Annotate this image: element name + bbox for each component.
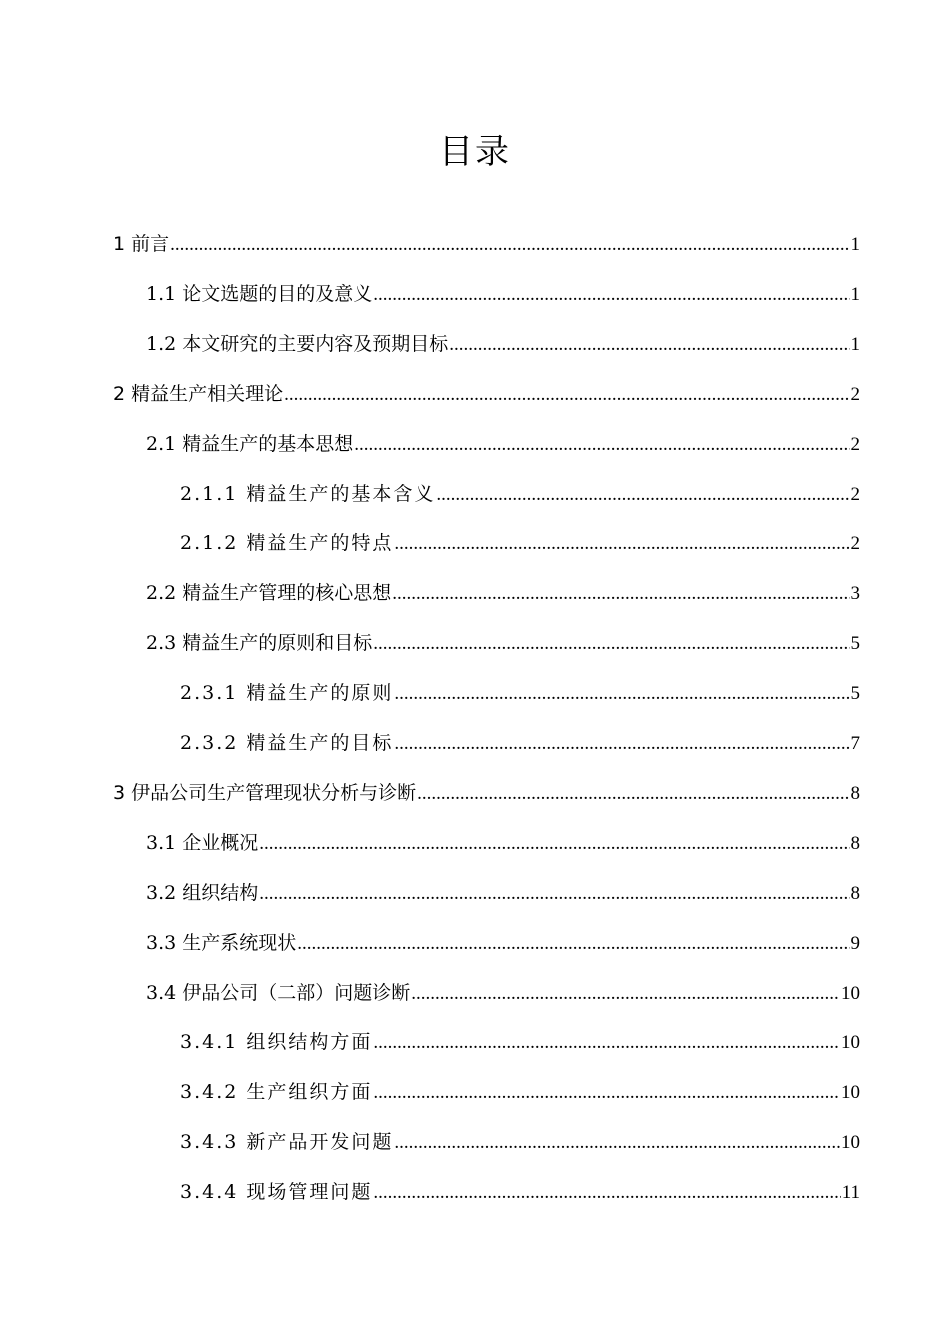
toc-entry[interactable] [146, 573, 860, 613]
toc-entry-title: 2.3 精益生产的原则和目标 [146, 632, 373, 655]
toc-dot-leader [394, 524, 849, 564]
toc-entry-title: 2.3.2 精益生产的目标 [180, 732, 394, 754]
toc-dot-leader [373, 275, 849, 315]
toc-entry-title: 2.3.1 精益生产的原则 [180, 682, 394, 705]
toc-dot-leader [354, 425, 849, 465]
toc-entry-page-number: 7 [850, 733, 860, 754]
toc-entry-title: 1 前言 [113, 233, 170, 255]
toc-dot-leader [392, 574, 849, 614]
toc-entry[interactable] [146, 324, 860, 364]
toc-entry-title: 3.4.3 新产品开发问题 [180, 1131, 394, 1154]
toc-entry[interactable] [113, 224, 860, 264]
toc-entry-page-number: 2 [850, 433, 860, 455]
toc-entry-page-number: 8 [850, 882, 860, 904]
toc-entry-page-number: 5 [850, 683, 860, 705]
toc-entry[interactable] [146, 923, 860, 963]
toc-dot-leader [170, 225, 849, 265]
toc-entry[interactable] [113, 773, 860, 813]
toc-entry-page-number: 2 [850, 533, 860, 555]
toc-title: 目录 [439, 132, 511, 172]
toc-entry-page-number: 10 [841, 1132, 860, 1154]
toc-entry[interactable] [180, 1072, 860, 1112]
toc-entry[interactable] [180, 474, 860, 514]
toc-entry-page-number: 9 [850, 932, 860, 954]
toc-entry-title: 3 伊品公司生产管理现状分析与诊断 [113, 781, 417, 804]
toc-entry[interactable] [146, 274, 860, 314]
toc-dot-leader [373, 1023, 840, 1063]
toc-entry-page-number: 1 [850, 283, 860, 305]
toc-dot-leader [297, 924, 849, 964]
toc-entry[interactable] [146, 424, 860, 464]
toc-dot-leader [394, 674, 849, 714]
toc-entry-page-number: 1 [850, 234, 860, 255]
toc-entry[interactable] [146, 623, 860, 663]
toc-entry-title: 3.4.4 现场管理问题 [180, 1181, 373, 1204]
toc-dot-leader [394, 724, 849, 764]
toc-entry-title: 2.1 精益生产的基本思想 [146, 432, 354, 455]
toc-entry-title: 2.1.2 精益生产的特点 [180, 532, 394, 555]
toc-entry[interactable] [113, 374, 860, 414]
toc-dot-leader [373, 1173, 840, 1213]
toc-dot-leader [259, 824, 849, 864]
toc-entry-title: 3.4.2 生产组织方面 [180, 1081, 373, 1104]
toc-entry-title: 3.4 伊品公司（二部）问题诊断 [146, 981, 411, 1004]
toc-entry[interactable] [180, 1122, 860, 1162]
toc-dot-leader [417, 774, 849, 814]
toc-dot-leader [284, 375, 849, 415]
toc-entry-page-number: 10 [841, 982, 860, 1004]
toc-entry-title: 2.2 精益生产管理的核心思想 [146, 582, 392, 605]
toc-entry[interactable] [180, 1022, 860, 1062]
toc-entry-page-number: 8 [850, 782, 860, 804]
toc-entry-page-number: 11 [841, 1182, 860, 1204]
toc-dot-leader [373, 624, 849, 664]
toc-entry-page-number: 2 [850, 483, 860, 505]
toc-entry-title: 3.3 生产系统现状 [146, 931, 297, 954]
toc-entry-page-number: 10 [841, 1032, 860, 1054]
toc-entry-page-number: 2 [850, 383, 860, 405]
toc-entry[interactable] [180, 523, 860, 563]
toc-entry[interactable] [146, 973, 860, 1013]
toc-entry-title: 1.1 论文选题的目的及意义 [146, 282, 373, 305]
toc-entry[interactable] [180, 723, 860, 763]
toc-entry[interactable] [180, 1172, 860, 1212]
toc-entry-page-number: 3 [850, 583, 860, 605]
toc-entry-title: 3.2 组织结构 [146, 881, 259, 904]
toc-entry-title: 1.2 本文研究的主要内容及预期目标 [146, 332, 449, 355]
toc-entry[interactable] [146, 823, 860, 863]
toc-entry[interactable] [180, 673, 860, 713]
toc-dot-leader [436, 475, 849, 515]
toc-entry-title: 2.1.1 精益生产的基本含义 [180, 482, 436, 505]
toc-dot-leader [259, 874, 849, 914]
toc-entry-title: 2 精益生产相关理论 [113, 382, 284, 405]
toc-entry-page-number: 1 [850, 333, 860, 355]
toc-entry-page-number: 8 [850, 832, 860, 854]
toc-dot-leader [373, 1073, 840, 1113]
toc-dot-leader [394, 1123, 840, 1163]
toc-entry-title: 3.4.1 组织结构方面 [180, 1031, 373, 1054]
toc-entry[interactable] [146, 873, 860, 913]
toc-dot-leader [449, 325, 849, 365]
toc-entry-page-number: 10 [841, 1082, 860, 1104]
toc-entry-page-number: 5 [850, 633, 860, 655]
toc-entry-title: 3.1 企业概况 [146, 831, 259, 854]
toc-dot-leader [411, 974, 840, 1014]
